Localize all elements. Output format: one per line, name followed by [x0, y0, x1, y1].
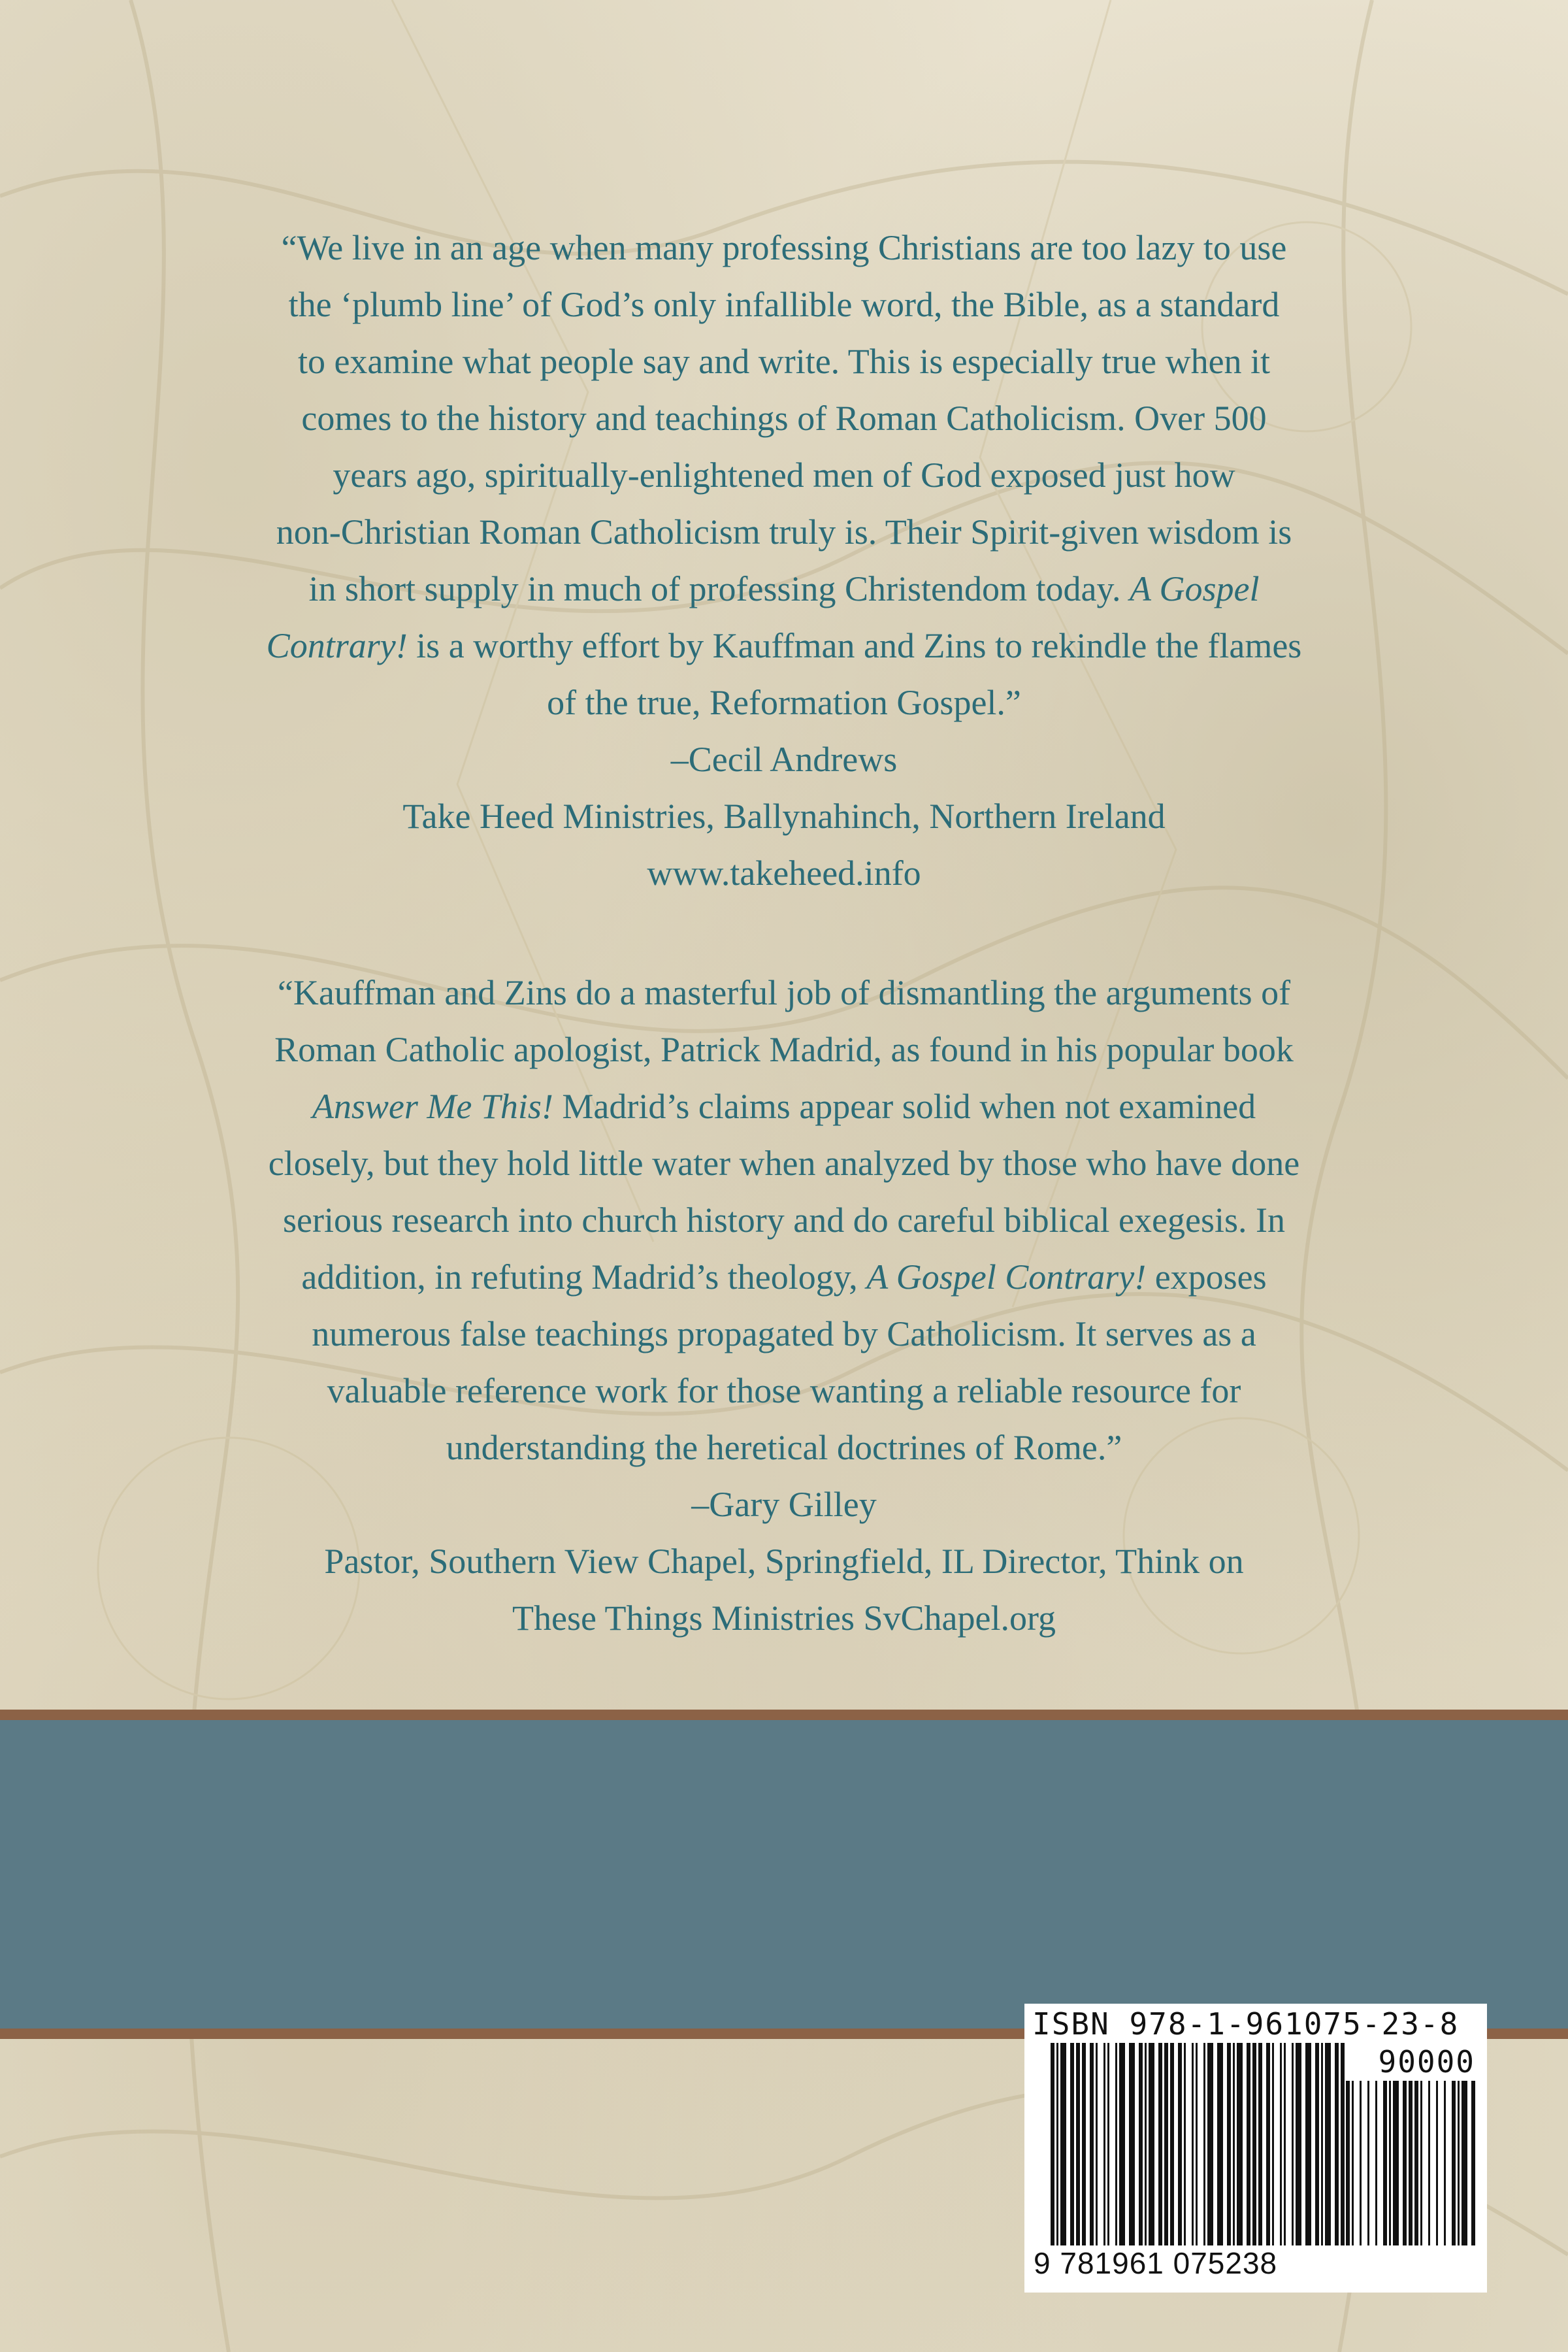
barcode-bar — [1346, 2081, 1350, 2245]
barcode-bar — [1420, 2081, 1422, 2245]
barcode-bar — [1360, 2081, 1362, 2245]
barcode-bar — [1252, 2043, 1256, 2245]
isbn-label: ISBN 978-1-961075-23-8 — [1032, 2006, 1460, 2042]
barcode-bar — [1051, 2043, 1054, 2245]
quote-2-line-6-post: exposes — [1146, 1257, 1267, 1297]
barcode-bar — [1352, 2081, 1354, 2245]
barcode-bar — [1076, 2043, 1080, 2245]
barcode-bar — [1145, 2043, 1147, 2245]
barcode-bar — [1203, 2043, 1205, 2245]
barcode-bar — [1393, 2081, 1399, 2245]
barcode-bars-main — [1051, 2043, 1345, 2245]
barcode-bar — [1296, 2043, 1301, 2245]
endorsement-quote-1 — [196, 220, 1372, 902]
barcode-bar — [1436, 2081, 1438, 2245]
quote-1-line — [196, 561, 1372, 618]
quote-2-line-6-pre: addition, in refuting Madrid’s theology, — [301, 1257, 867, 1297]
book-title-italic: A Gospel Contrary! — [866, 1257, 1147, 1297]
barcode-bar — [1292, 2043, 1294, 2245]
barcode-bar — [1409, 2081, 1413, 2245]
barcode-bar — [1325, 2043, 1331, 2245]
quote-2-line — [196, 1078, 1372, 1135]
ean-digits: 9 781961 075238 — [1034, 2246, 1278, 2280]
barcode-bar — [1383, 2081, 1387, 2245]
barcode-bar — [1444, 2081, 1446, 2245]
isbn-barcode — [1024, 2004, 1487, 2293]
color-band — [0, 1710, 1568, 2042]
barcode-bar — [1258, 2043, 1262, 2245]
quote-1-website: www.takeheed.info — [647, 853, 921, 893]
barcode-bar — [1266, 2043, 1270, 2245]
barcode-bars-addon — [1346, 2081, 1477, 2245]
quote-1-line: to examine what people say and write. This is especially true when it — [297, 342, 1271, 381]
endorsement-quote-2 — [196, 965, 1372, 1647]
barcode-bar — [1272, 2043, 1274, 2245]
quote-1-line: “We live in an age when many professing Christians are too lazy to use — [281, 228, 1287, 267]
barcode-bar — [1227, 2043, 1231, 2245]
barcode-bar — [1315, 2043, 1319, 2245]
barcode-bar — [1196, 2043, 1198, 2245]
barcode-bar — [1149, 2043, 1154, 2245]
barcode-bar — [1403, 2081, 1407, 2245]
barcode-bar — [1115, 2043, 1117, 2245]
price-code: 90000 — [1378, 2044, 1475, 2079]
quote-2-line: Roman Catholic apologist, Patrick Madrid, as found in his popular book — [274, 1030, 1294, 1069]
barcode-bar — [1103, 2043, 1105, 2245]
quote-2-line: valuable reference work for those wanting a reliable resource for — [327, 1371, 1241, 1410]
barcode-bar — [1462, 2081, 1467, 2245]
quote-2-line-3-text: Madrid’s claims appear solid when not examined — [553, 1087, 1256, 1126]
barcode-bar — [1060, 2043, 1066, 2245]
quote-2-line: understanding the heretical doctrines of Rome.” — [446, 1428, 1122, 1467]
quote-1-line — [196, 618, 1372, 674]
barcode-bar — [1139, 2043, 1143, 2245]
quote-2-affiliation: Pastor, Southern View Chapel, Springfield, IL Director, Think on — [324, 1542, 1244, 1581]
quote-1-body — [196, 220, 1372, 902]
barcode-bar — [1192, 2043, 1194, 2245]
quote-2-author: –Gary Gilley — [691, 1485, 877, 1524]
barcode-bar — [1178, 2043, 1182, 2245]
barcode-bar — [1321, 2043, 1323, 2245]
barcode-bar — [1056, 2043, 1058, 2245]
barcode-bar — [1367, 2081, 1369, 2245]
band-rule-top — [0, 1710, 1568, 1720]
barcode-bar — [1070, 2043, 1074, 2245]
barcode-bar — [1233, 2043, 1235, 2245]
barcode-bar — [1247, 2043, 1250, 2245]
slate-band — [0, 1720, 1568, 2029]
barcode-bar — [1389, 2081, 1391, 2245]
barcode-bar — [1452, 2081, 1456, 2245]
barcode-bar — [1158, 2043, 1162, 2245]
barcode-bar — [1237, 2043, 1243, 2245]
barcode-bar — [1207, 2043, 1213, 2245]
book-title-italic: Contrary! — [266, 626, 408, 665]
quote-1-line: the ‘plumb line’ of God’s only infallible word, the Bible, as a standard — [288, 285, 1280, 324]
barcode-bar — [1335, 2043, 1339, 2245]
barcode-bar — [1170, 2043, 1174, 2245]
book-title-italic: A Gospel — [1129, 569, 1260, 608]
barcode-bar — [1280, 2043, 1282, 2245]
quote-1-affiliation: Take Heed Ministries, Ballynahinch, Northern Ireland — [402, 797, 1166, 836]
quote-2-body — [196, 965, 1372, 1647]
book-title-italic: Answer Me This! — [312, 1087, 553, 1126]
quote-2-line: numerous false teachings propagated by Catholicism. It serves as a — [312, 1314, 1256, 1353]
quote-1-line: years ago, spiritually-enlightened men of God exposed just how — [333, 455, 1235, 495]
quote-1-author: –Cecil Andrews — [670, 740, 898, 779]
quote-2-affiliation: These Things Ministries SvChapel.org — [512, 1598, 1056, 1638]
barcode-bar — [1107, 2043, 1109, 2245]
barcode-bar — [1428, 2081, 1430, 2245]
quote-1-line-7-text: in short supply in much of professing Christendom today. — [308, 569, 1130, 608]
barcode-bar — [1458, 2081, 1460, 2245]
barcode-bar — [1375, 2081, 1377, 2245]
barcode-bar — [1305, 2043, 1311, 2245]
barcode-bar — [1090, 2043, 1094, 2245]
quote-1-line-8-text: is a worthy effort by Kauffman and Zins to rekindle the flames — [407, 626, 1302, 665]
quote-1-line: of the true, Reformation Gospel.” — [547, 683, 1021, 722]
quote-2-line: closely, but they hold little water when analyzed by those who have done — [268, 1144, 1300, 1183]
quote-2-line: serious research into church history and do careful biblical exegesis. In — [283, 1201, 1285, 1240]
barcode-bar — [1184, 2043, 1186, 2245]
barcode-bar — [1164, 2043, 1168, 2245]
quote-1-line: comes to the history and teachings of Roman Catholicism. Over 500 — [301, 399, 1267, 438]
barcode-bar — [1096, 2043, 1098, 2245]
quote-2-line: “Kauffman and Zins do a masterful job of dismantling the arguments of — [277, 973, 1291, 1012]
barcode-bar — [1217, 2043, 1223, 2245]
quote-2-line — [196, 1249, 1372, 1306]
barcode-bar — [1471, 2081, 1475, 2245]
barcode-bar — [1414, 2081, 1418, 2245]
barcode-bar — [1284, 2043, 1286, 2245]
barcode-bar — [1129, 2043, 1135, 2245]
barcode-bar — [1119, 2043, 1125, 2245]
barcode-bar — [1082, 2043, 1086, 2245]
barcode-bar — [1341, 2043, 1345, 2245]
quote-1-line: non-Christian Roman Catholicism truly is. Their Spirit-given wisdom is — [276, 512, 1292, 552]
